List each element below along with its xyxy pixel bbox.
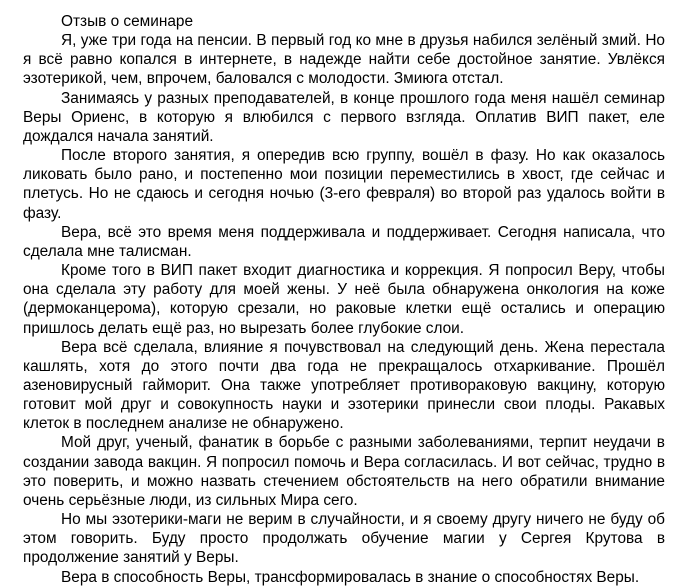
- paragraph: Вера всё сделала, влияние я почувствовал на следующий день. Жена перестала кашлять, хотя до этого почти два года не прекращалось отхаркивание. Прошёл азеновирусный гайморит. Она также употребляет противораковую вакцину, которую готовит мой друг и совокупность науки и эзотерики принесли свои плоды. Ракавых клеток в последнем анализе не обнаружено.: [23, 338, 665, 433]
- paragraph: Занимаясь у разных преподавателей, в конце прошлого года меня нашёл семинар Веры Ориенс, в которую я влюбился с первого взгляда. Оплатив ВИП пакет, еле дождался начала занятий.: [23, 89, 665, 145]
- paragraph: Вера в способность Веры, трансформировалась в знание о способностях Веры.: [61, 568, 640, 586]
- paragraph: Мой друг, ученый, фанатик в борьбе с разными заболеваниями, терпит неудачи в создании завода вакцин. Я попросил помочь и Вера согласилась. И вот сейчас, трудно в это поверить, и можно назвать стечением обстоятельств на него обратили внимание очень серьёзные люди, из сильных Мира сего.: [23, 434, 665, 509]
- document-body: [23, 12, 665, 587]
- paragraph: Вера, всё это время меня поддерживала и поддерживает. Сегодня написала, что сделала мне талисман.: [23, 223, 665, 260]
- paragraph: После второго занятия, я опередив всю группу, вошёл в фазу. Но как оказалось ликовать было рано, и постепенно мои позиции переместились в хвост, где сейчас и плетусь. Но не сдаюсь и сегодня ночью (3-его февраля) во второй раз удалось войти в фазу.: [23, 147, 665, 222]
- document-title: Отзыв о семинаре: [61, 13, 194, 30]
- paragraph: Я, уже три года на пенсии. В первый год ко мне в друзья набился зелёный змий. Но я всё равно копался в интернете, в надежде найти себе достойное занятие. Увлёкся эзотерикой, чем, впрочем, баловался с молодости. Змиюга отстал.: [23, 32, 665, 88]
- paragraph: Но мы эзотерики-маги не верим в случайности, и я своему другу ничего не буду об этом говорить. Буду просто продолжать обучение магии у Сергея Крутова в продолжение занятий у Веры.: [23, 511, 665, 567]
- paragraph: Кроме того в ВИП пакет входит диагностика и коррекция. Я попросил Веру, чтобы она сделала эту работу для моей жены. У неё была обнаружена онкология на коже (дермоканцерома), которую срезали, но раковые клетки ещё остались и операцию пришлось делать ещё раз, но вырезать более глубокие слои.: [23, 262, 665, 337]
